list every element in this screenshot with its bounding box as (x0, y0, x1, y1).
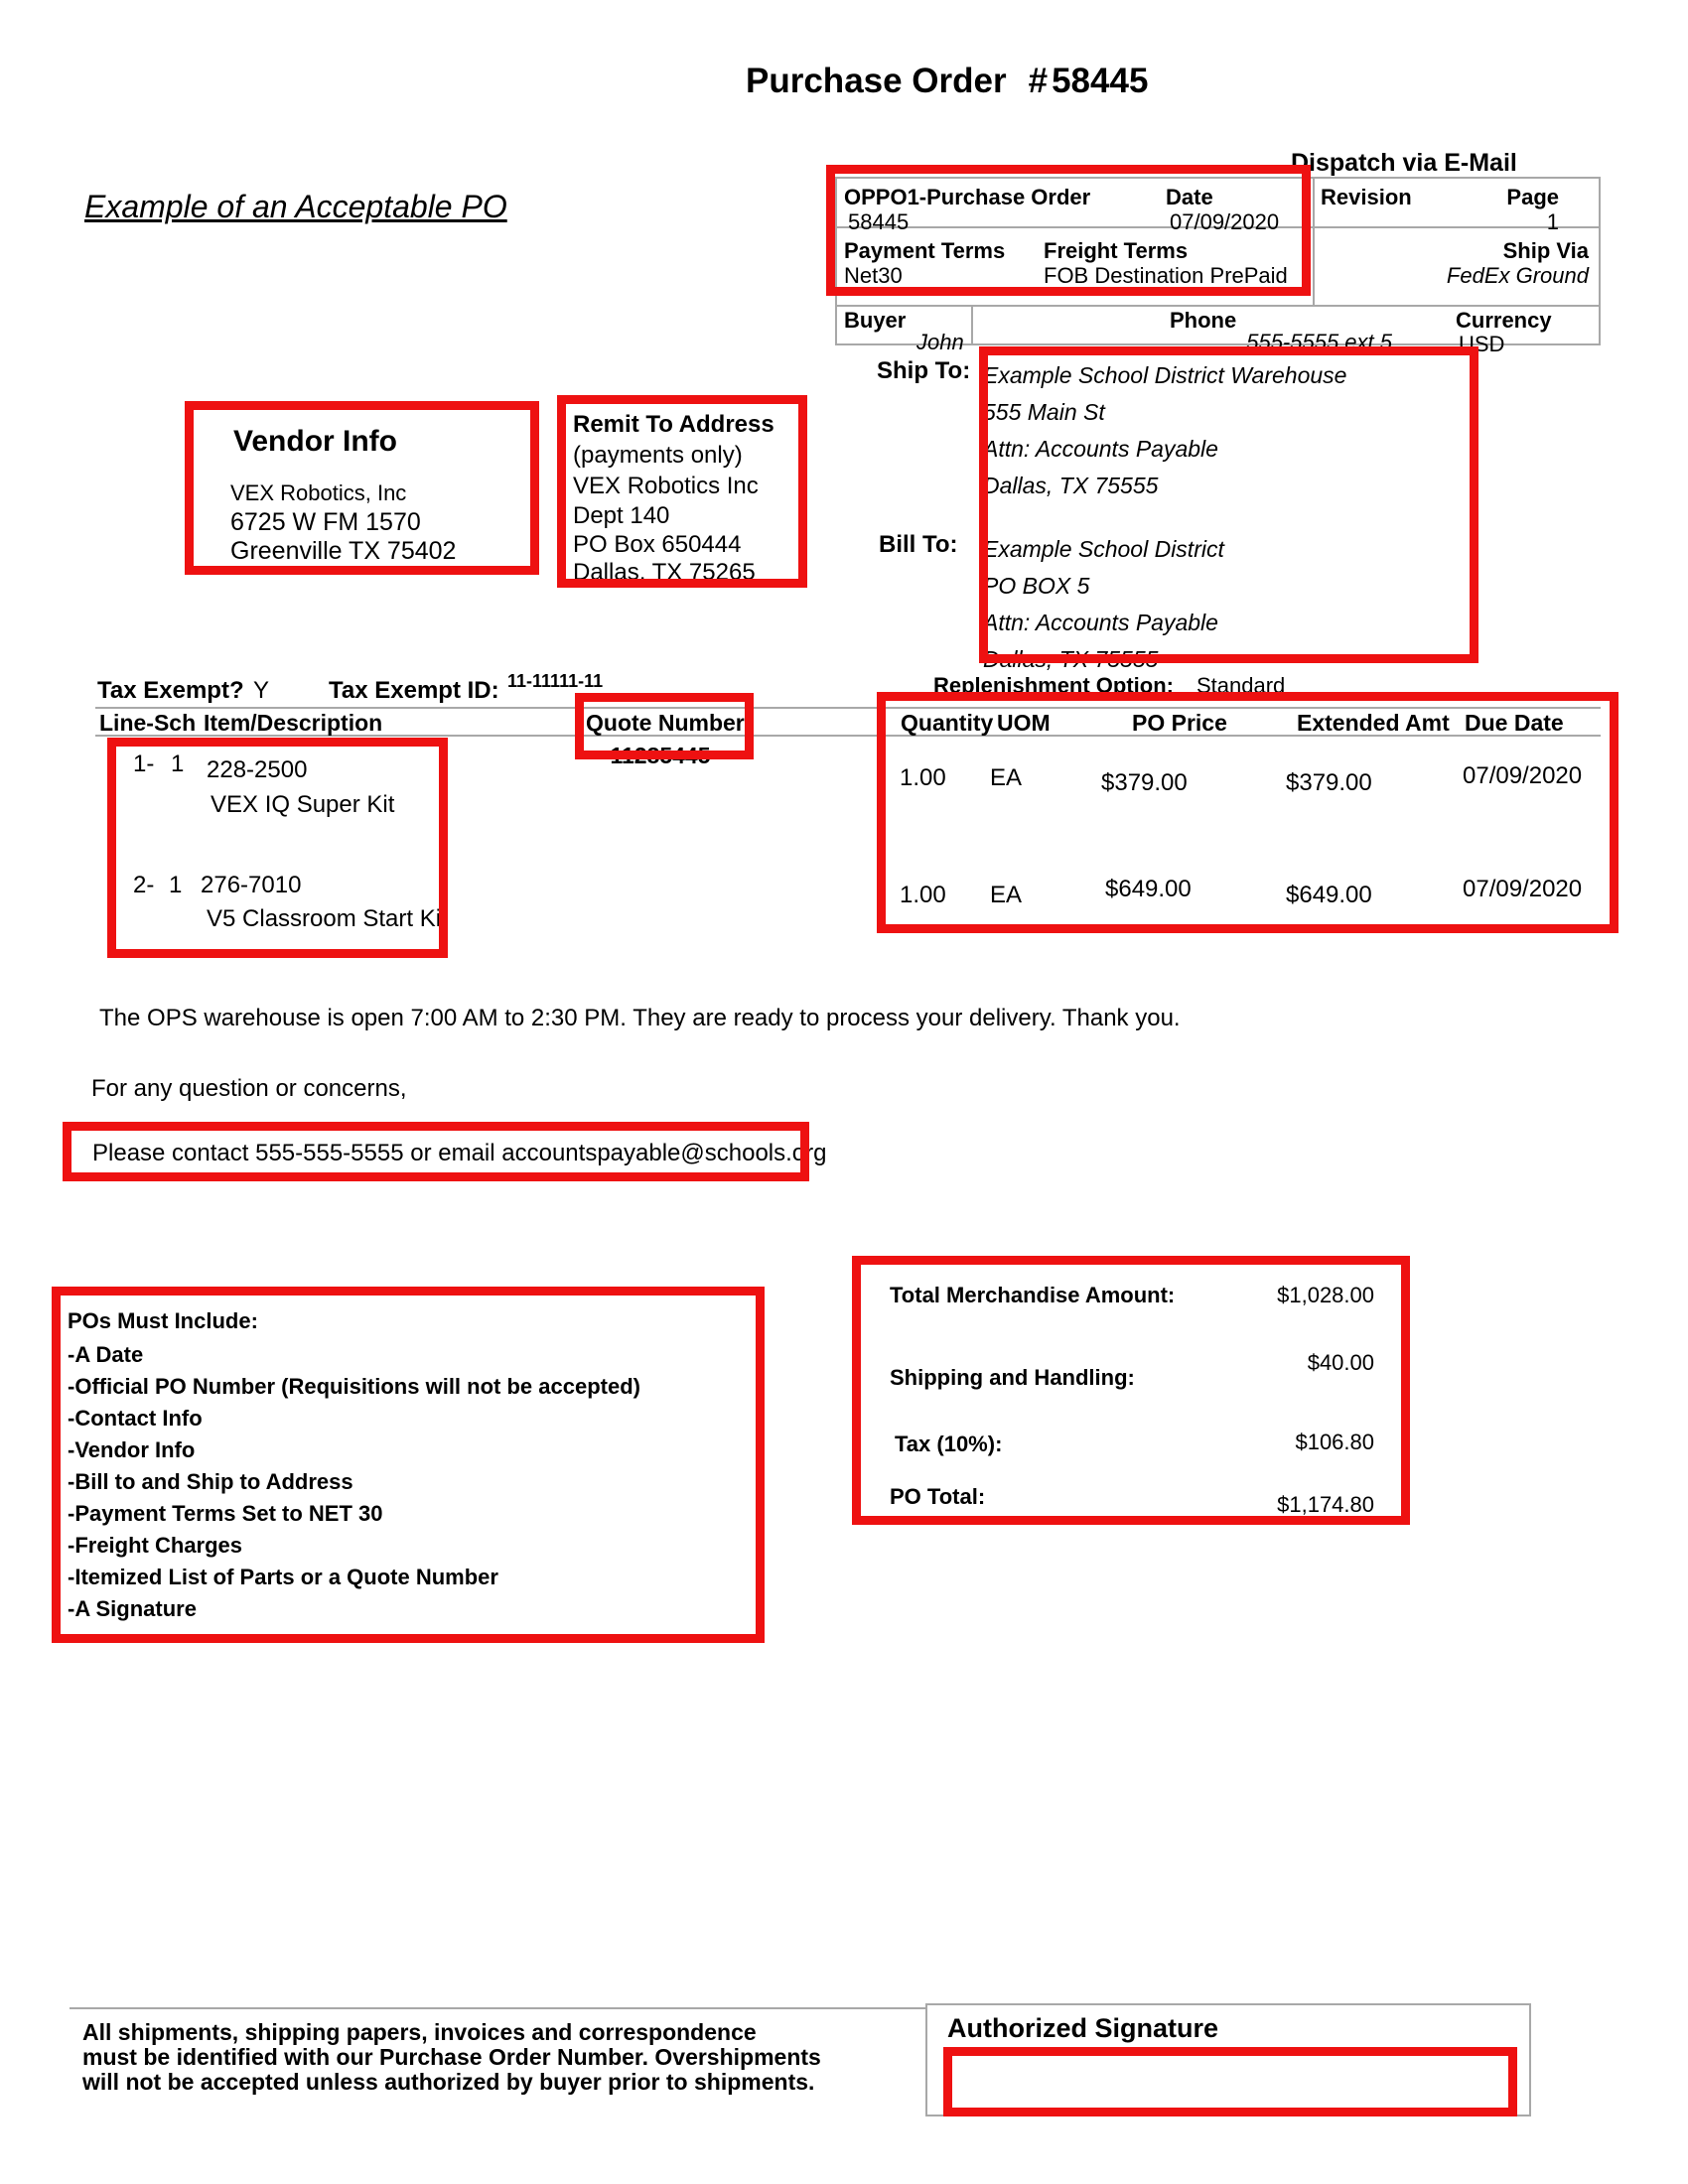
item-row-2-qty: 1.00 (900, 882, 946, 908)
col-due-date: Due Date (1465, 710, 1564, 736)
remit-line-1: VEX Robotics Inc (573, 473, 759, 499)
annotation-heading: Example of an Acceptable PO (84, 189, 507, 224)
vendor-line-2: 6725 W FM 1570 (230, 508, 421, 536)
page-title-hash: # (1028, 62, 1049, 100)
tax-exempt-label: Tax Exempt? (97, 677, 244, 704)
payment-terms-label: Payment Terms (844, 238, 1006, 263)
ship-to-line-2: 555 Main St (983, 399, 1105, 425)
date-label: Date (1166, 185, 1213, 209)
buyer-value: John (916, 330, 964, 354)
requirement-item-3: -Contact Info (68, 1406, 203, 1431)
item-row-1-sch: 1 (171, 751, 185, 777)
tax-exempt-id-value: 11-11111-11 (507, 671, 604, 691)
requirements-heading: POs Must Include: (68, 1308, 258, 1333)
vendor-line-1: VEX Robotics, Inc (230, 480, 407, 505)
item-row-1-qty: 1.00 (900, 764, 946, 791)
remit-line-3: PO Box 650444 (573, 531, 742, 558)
col-extended-amt: Extended Amt (1297, 710, 1450, 736)
requirement-item-1: -A Date (68, 1342, 144, 1367)
phone-value: 555-5555 ext 5 (1246, 330, 1392, 354)
quote-number-label: Quote Number (586, 710, 745, 736)
item-row-1-extended: $379.00 (1286, 769, 1372, 796)
tax-label: Tax (10%): (895, 1432, 1003, 1456)
merchandise-label: Total Merchandise Amount: (890, 1283, 1176, 1307)
item-row-2-sch: 1 (169, 872, 183, 898)
po-number-value: 58445 (848, 209, 910, 234)
requirement-item-4: -Vendor Info (68, 1437, 196, 1462)
vendor-annotation-box (185, 401, 539, 575)
bill-to-line-2: PO BOX 5 (983, 573, 1090, 599)
col-item-description: Item/Description (204, 710, 383, 736)
requirement-item-2: -Official PO Number (Requisitions will not be accepted) (68, 1374, 640, 1399)
replenishment-value: Standard (1196, 673, 1286, 698)
item-row-1-due: 07/09/2020 (1463, 762, 1583, 789)
contact-note: Please contact 555-555-5555 or email accountspayable@schools.org (92, 1140, 827, 1166)
revision-label: Revision (1321, 185, 1412, 209)
replenishment-label: Replenishment Option: (933, 673, 1174, 698)
bill-to-label: Bill To: (879, 531, 958, 558)
po-total-label: PO Total: (890, 1484, 986, 1509)
item-row-1-uom: EA (990, 764, 1023, 791)
tax-exempt-value: Y (253, 677, 270, 704)
footer-top-rule (70, 2007, 925, 2009)
ship-to-line-4: Dallas, TX 75555 (983, 473, 1159, 498)
page-label: Page (1506, 185, 1559, 209)
dispatch-label: Dispatch via E-Mail (1291, 149, 1517, 177)
freight-terms-value: FOB Destination PrePaid (1044, 263, 1288, 288)
items-right-annotation-box (877, 692, 1618, 933)
remit-line-2: Dept 140 (573, 502, 670, 529)
shipping-label: Shipping and Handling: (890, 1365, 1135, 1390)
po-type-label: OPPO1-Purchase Order (844, 185, 1091, 209)
footer-terms-line-3: will not be accepted unless authorized by buyer prior to shipments. (82, 2069, 815, 2095)
item-row-2-extended: $649.00 (1286, 882, 1372, 908)
item-row-2-line: 2- (133, 872, 155, 898)
payment-terms-value: Net30 (844, 263, 903, 288)
vendor-heading: Vendor Info (233, 425, 397, 458)
remit-heading: Remit To Address (573, 411, 774, 438)
quote-annotation-box (575, 693, 754, 759)
requirements-annotation-box (52, 1287, 765, 1643)
vendor-line-3: Greenville TX 75402 (230, 537, 457, 565)
totals-annotation-box (852, 1256, 1410, 1525)
bill-to-line-1: Example School District (983, 536, 1224, 562)
buyer-cell-rule (971, 305, 973, 345)
item-row-1-desc: VEX IQ Super Kit (211, 791, 395, 818)
requirement-item-9: -A Signature (68, 1596, 197, 1621)
col-line-sch: Line-Sch (99, 710, 197, 736)
header-table-column-rule (1313, 177, 1315, 305)
col-quantity: Quantity (901, 710, 994, 736)
page-title (746, 62, 1148, 101)
item-row-1-line: 1- (133, 751, 155, 777)
col-po-price: PO Price (1132, 710, 1227, 736)
requirement-item-6: -Payment Terms Set to NET 30 (68, 1501, 383, 1526)
currency-value: USD (1459, 332, 1505, 356)
header-table-rule-2 (835, 305, 1601, 307)
footer-terms-line-1: All shipments, shipping papers, invoices and correspondence (82, 2019, 757, 2045)
item-row-2-price: $649.00 (1105, 876, 1192, 902)
remit-annotation-box (557, 395, 807, 588)
item-row-1-item: 228-2500 (207, 756, 308, 783)
col-uom: UOM (997, 710, 1051, 736)
footer-terms (82, 2020, 821, 2095)
page-title-number: 58445 (1052, 62, 1149, 100)
remit-note: (payments only) (573, 442, 743, 469)
freight-terms-label: Freight Terms (1044, 238, 1189, 263)
tax-exempt-id-label: Tax Exempt ID: (329, 677, 499, 704)
bill-to-line-4: Dallas, TX 75555 (983, 646, 1159, 672)
items-left-annotation-box (107, 738, 448, 958)
ship-bill-annotation-box (979, 346, 1478, 663)
po-total-value: $1,174.80 (1277, 1492, 1374, 1517)
item-row-1-price: $379.00 (1101, 769, 1188, 796)
questions-note: For any question or concerns, (91, 1075, 407, 1102)
page-title-label: Purchase Order (746, 62, 1007, 100)
footer-terms-line-2: must be identified with our Purchase Order Number. Overshipments (82, 2044, 821, 2070)
currency-label: Currency (1456, 308, 1552, 333)
ship-via-label: Ship Via (1502, 238, 1589, 263)
authorized-signature-label: Authorized Signature (947, 2013, 1219, 2043)
date-value: 07/09/2020 (1170, 209, 1280, 234)
item-row-2-uom: EA (990, 882, 1023, 908)
item-row-2-due: 07/09/2020 (1463, 876, 1583, 902)
tax-value: $106.80 (1295, 1430, 1374, 1454)
signature-field-annotation-box (943, 2047, 1517, 2116)
ship-to-label: Ship To: (877, 357, 971, 384)
contact-annotation-box (63, 1122, 809, 1181)
bill-to-line-3: Attn: Accounts Payable (983, 610, 1218, 635)
warehouse-note: The OPS warehouse is open 7:00 AM to 2:30 PM. They are ready to process your delivery. Thank you. (99, 1005, 1181, 1031)
ship-to-line-3: Attn: Accounts Payable (983, 436, 1218, 462)
buyer-label: Buyer (844, 308, 907, 333)
page-value: 1 (1546, 209, 1559, 234)
requirement-item-8: -Itemized List of Parts or a Quote Number (68, 1565, 498, 1589)
ship-via-value: FedEx Ground (1446, 263, 1589, 288)
quote-number-value: 11285445 (610, 743, 711, 768)
item-row-2-item: 276-7010 (201, 872, 302, 898)
requirement-item-5: -Bill to and Ship to Address (68, 1469, 353, 1494)
remit-line-4: Dallas, TX 75265 (573, 559, 756, 586)
requirement-item-7: -Freight Charges (68, 1533, 243, 1558)
item-row-2-desc: V5 Classroom Start Kit (207, 905, 448, 932)
merchandise-value: $1,028.00 (1277, 1283, 1374, 1307)
phone-label: Phone (1170, 308, 1237, 333)
shipping-value: $40.00 (1307, 1350, 1374, 1375)
ship-to-line-1: Example School District Warehouse (983, 362, 1347, 388)
header-annotation-box (826, 165, 1311, 296)
